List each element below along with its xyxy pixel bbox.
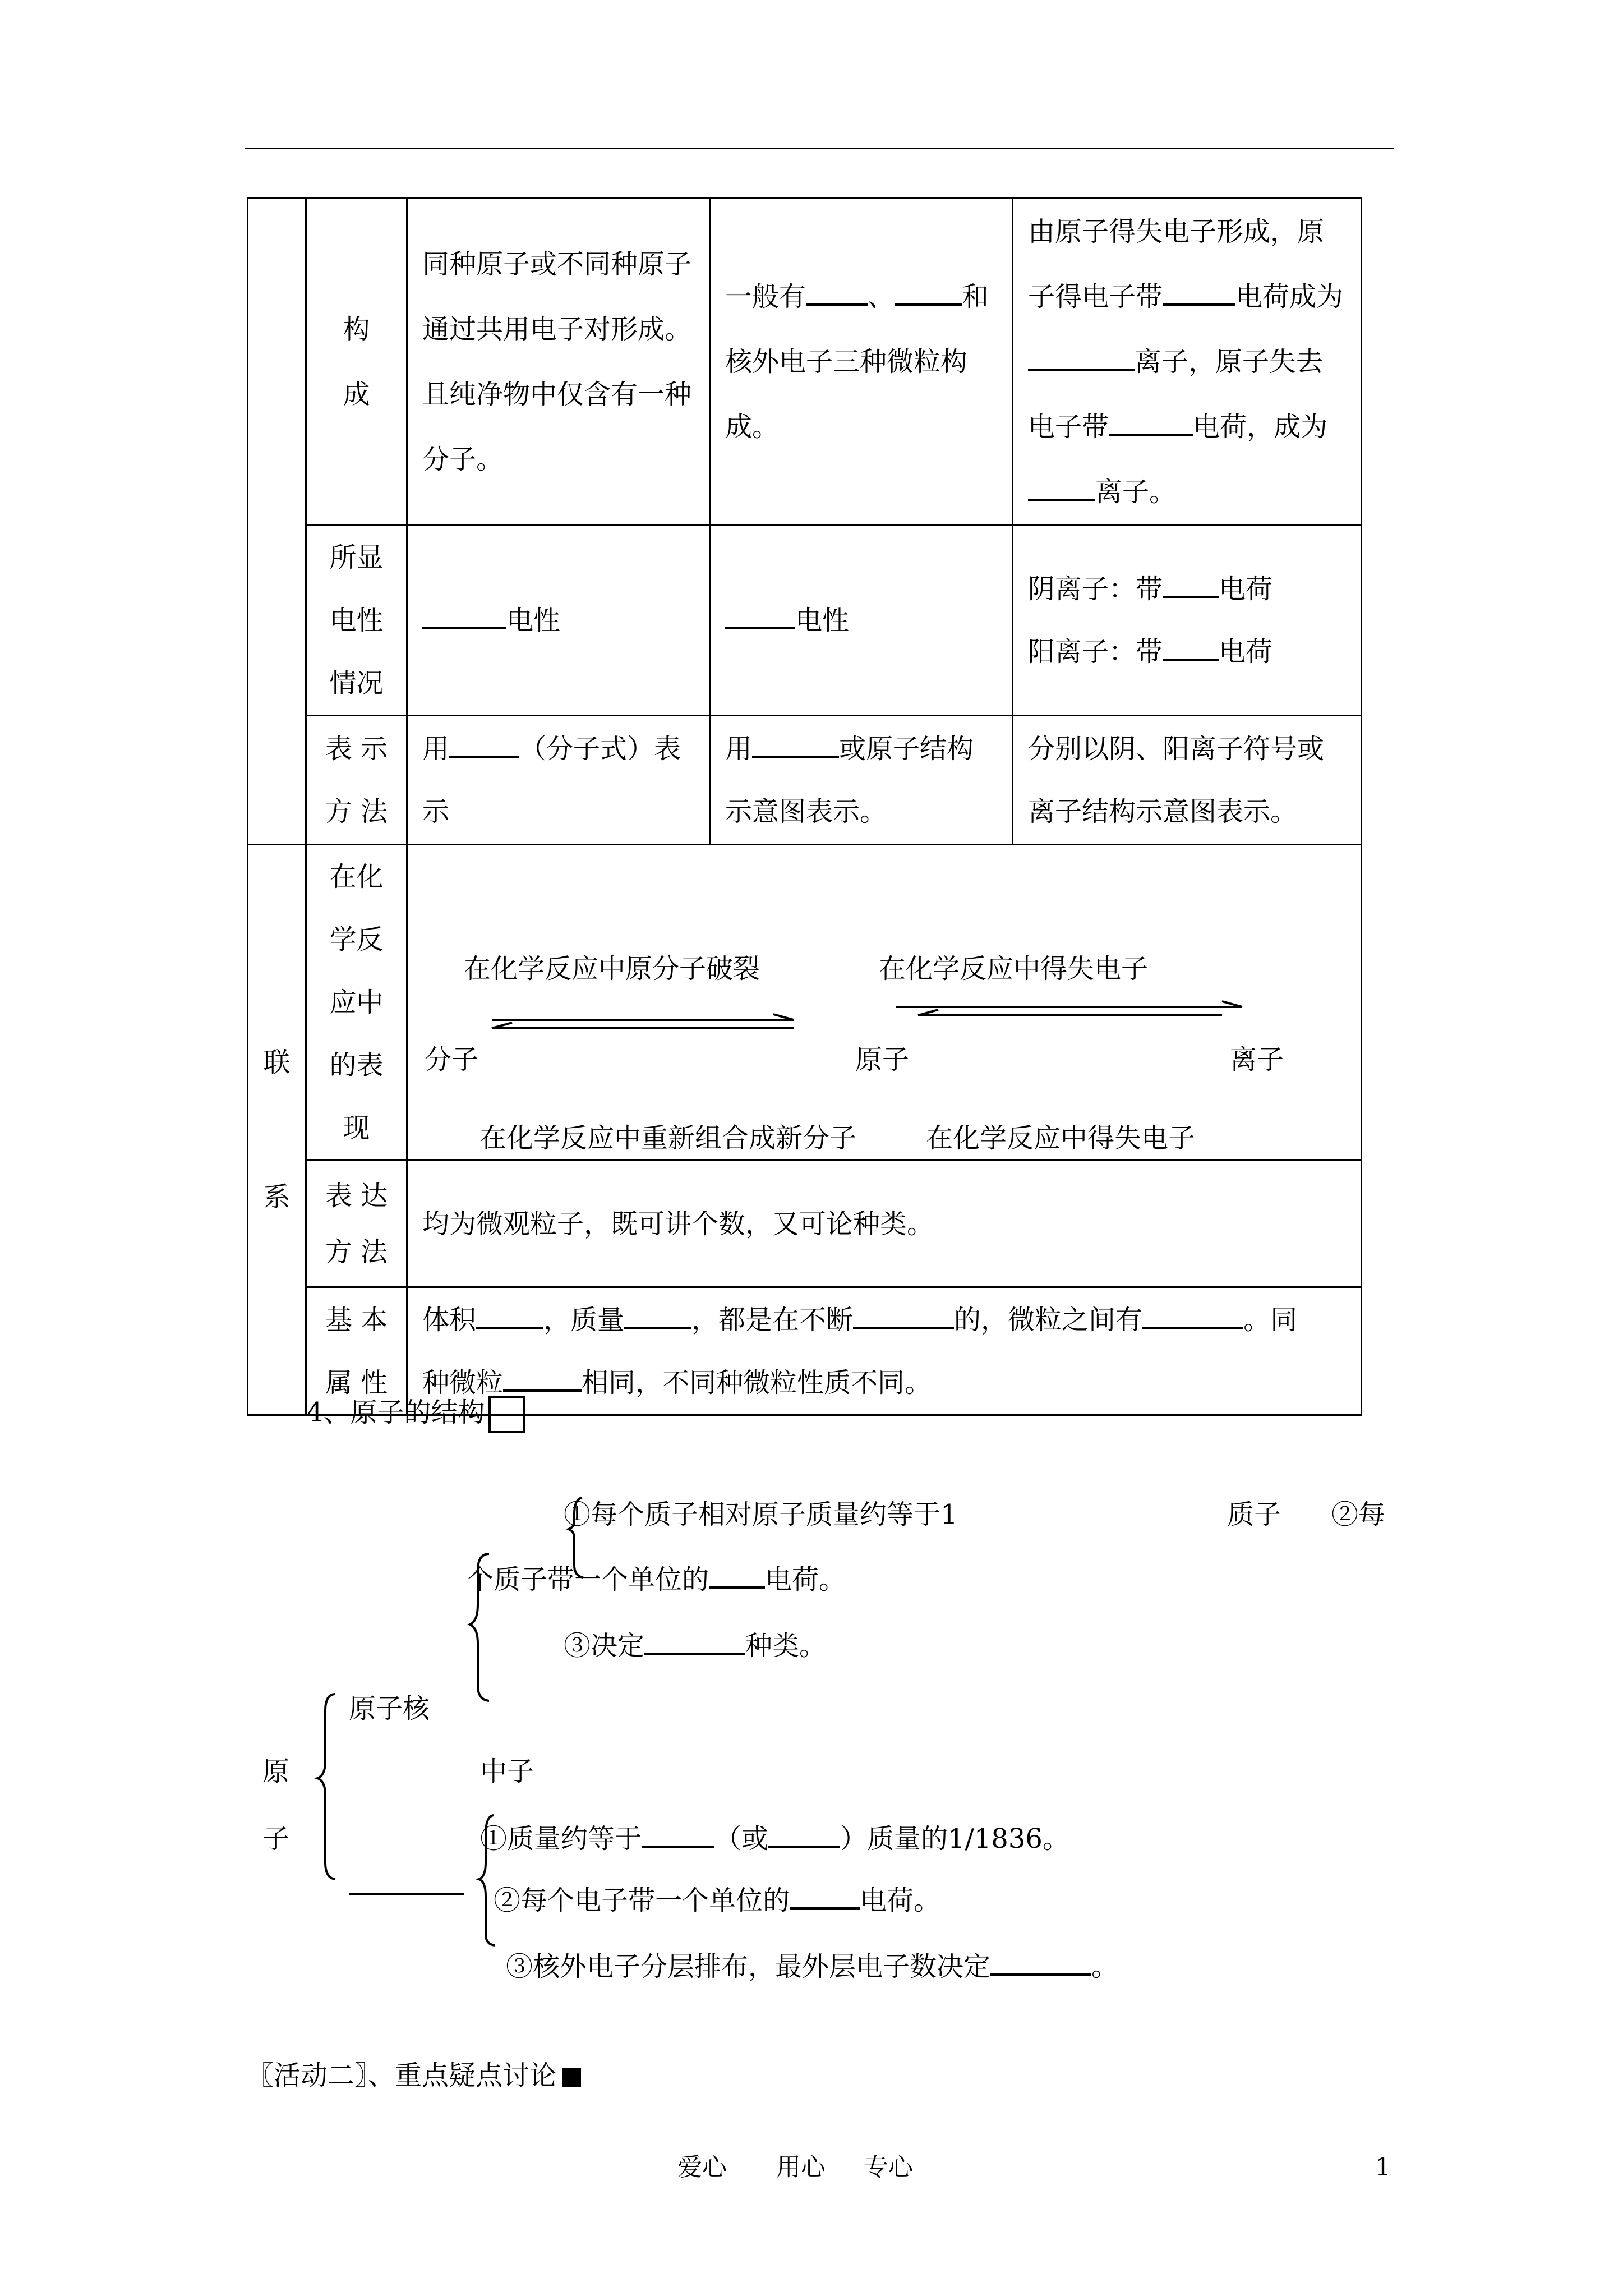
row-content: 均为微观粒子，既可讲个数，又可论种类。 bbox=[407, 1161, 1362, 1287]
atom-label-1: 原 bbox=[262, 1756, 290, 1787]
fill-blank bbox=[725, 606, 795, 629]
comparison-table bbox=[247, 197, 1362, 1416]
proton-label: 质子 bbox=[1227, 1499, 1281, 1530]
table-row bbox=[248, 716, 1362, 845]
reaction-label-top-right: 在化学反应中得失电子 bbox=[879, 953, 1149, 984]
header-rule bbox=[245, 148, 1394, 149]
fenzi-label: 分子 bbox=[425, 1044, 479, 1075]
section-heading: 4、原子的结构 bbox=[306, 1396, 525, 1433]
row-label: 构 成 bbox=[306, 199, 407, 526]
lizi-label: 离子 bbox=[1230, 1044, 1284, 1075]
reaction-cell bbox=[407, 845, 1362, 1161]
fill-blank bbox=[1163, 637, 1219, 661]
proton-point-2-tail: 个质子带一个单位的 电荷。 bbox=[467, 1564, 846, 1595]
electron-fill-blank bbox=[349, 1893, 464, 1895]
electron-point-3: ③核外电子分层排布，最外层电子数决定 。 bbox=[506, 1951, 1119, 1982]
fill-blank bbox=[503, 1368, 582, 1392]
reaction-label-bottom-left: 在化学反应中重新组合成新分子 bbox=[479, 1122, 857, 1154]
fill-blank bbox=[790, 1886, 860, 1910]
fill-blank bbox=[624, 1305, 691, 1329]
fill-blank bbox=[895, 282, 962, 306]
fill-blank bbox=[768, 1824, 840, 1848]
fill-blank bbox=[1142, 1305, 1243, 1329]
fill-blank bbox=[1163, 282, 1235, 306]
activity-heading: 〖活动二〗、重点疑点讨论 bbox=[247, 2059, 581, 2092]
proton-point-1: ①每个质子相对原子质量约等于1 bbox=[564, 1499, 958, 1530]
fill-blank bbox=[476, 1305, 543, 1329]
fill-blank bbox=[806, 282, 868, 306]
fill-blank bbox=[644, 1631, 745, 1655]
row-label: 基 本 属 性 bbox=[306, 1287, 407, 1415]
lianxi-label: 联 系 bbox=[248, 845, 306, 1415]
proton-point-3: ③决定 种类。 bbox=[564, 1630, 827, 1662]
fill-blank bbox=[642, 1824, 714, 1848]
electron-point-1: ①质量约等于 （或 ）质量的1/1836。 bbox=[480, 1823, 1069, 1855]
fill-blank bbox=[1028, 477, 1095, 501]
table-row bbox=[248, 1161, 1362, 1287]
row-label: 所显电性情况 bbox=[306, 526, 407, 716]
row-content: 体积 ，质量 ，都是在不断 的，微粒之间有 。同 种微粒 相同，不同种微粒性质不同。 bbox=[407, 1287, 1362, 1415]
page-number: 1 bbox=[1375, 2153, 1391, 2182]
footer-slogan-3: 专心 bbox=[864, 2153, 913, 2182]
row-label: 在化学反应中的表现 bbox=[306, 845, 407, 1161]
fill-blank bbox=[752, 734, 839, 758]
electron-point-2: ②每个电子带一个单位的 电荷。 bbox=[494, 1885, 941, 1916]
atom-cell: 一般有 、 和核外电子三种微粒构成。 bbox=[710, 199, 1013, 526]
fill-blank bbox=[422, 606, 506, 629]
reaction-label-bottom-right: 在化学反应中得失电子 bbox=[926, 1122, 1196, 1154]
atom-brace bbox=[317, 1694, 335, 1879]
fill-blank bbox=[1109, 412, 1193, 436]
molecule-cell: 用 （分子式）表示 bbox=[407, 716, 710, 845]
black-square-icon bbox=[562, 2068, 581, 2087]
fill-blank bbox=[853, 1305, 954, 1329]
proton-point-2-head: ②每 bbox=[1331, 1499, 1386, 1530]
neutron-label: 中子 bbox=[480, 1756, 534, 1787]
fill-blank bbox=[990, 1952, 1091, 1976]
footer-slogan-1: 爱心 bbox=[677, 2153, 727, 2182]
fill-blank bbox=[709, 1565, 765, 1589]
ion-cell: 阴离子：带 电荷 阳离子：带 电荷 bbox=[1013, 526, 1362, 716]
atom-label-2: 子 bbox=[262, 1823, 290, 1855]
table-row bbox=[248, 845, 1362, 1161]
ion-cell: 由原子得失电子形成，原子得电子带 电荷成为离子，原子失去电子带 电荷，成为离子。 bbox=[1013, 199, 1362, 526]
footer-slogan-2: 用心 bbox=[776, 2153, 826, 2182]
yuanzi-label: 原子 bbox=[855, 1044, 910, 1075]
row-label: 表 达 方 法 bbox=[306, 1161, 407, 1287]
atom-cell: 用 或原子结构示意图表示。 bbox=[710, 716, 1013, 845]
fill-blank bbox=[449, 734, 519, 758]
row-label: 表 示 方 法 bbox=[306, 716, 407, 845]
table-row bbox=[248, 526, 1362, 716]
molecule-cell: 同种原子或不同种原子通过共用电子对形成。且纯净物中仅含有一种分子。 bbox=[407, 199, 710, 526]
table-row bbox=[248, 199, 1362, 526]
molecule-cell: 电性 bbox=[407, 526, 710, 716]
reaction-label-top-left: 在化学反应中原分子破裂 bbox=[464, 953, 760, 984]
square-icon bbox=[488, 1396, 525, 1433]
atom-cell: 电性 bbox=[710, 526, 1013, 716]
blank-label-cell bbox=[248, 199, 306, 845]
nucleus-label: 原子核 bbox=[349, 1693, 430, 1724]
fill-blank bbox=[1028, 347, 1135, 371]
reaction-arrows bbox=[408, 853, 1362, 1152]
ion-cell: 分别以阴、阳离子符号或离子结构示意图表示。 bbox=[1013, 716, 1362, 845]
fill-blank bbox=[1163, 574, 1219, 598]
